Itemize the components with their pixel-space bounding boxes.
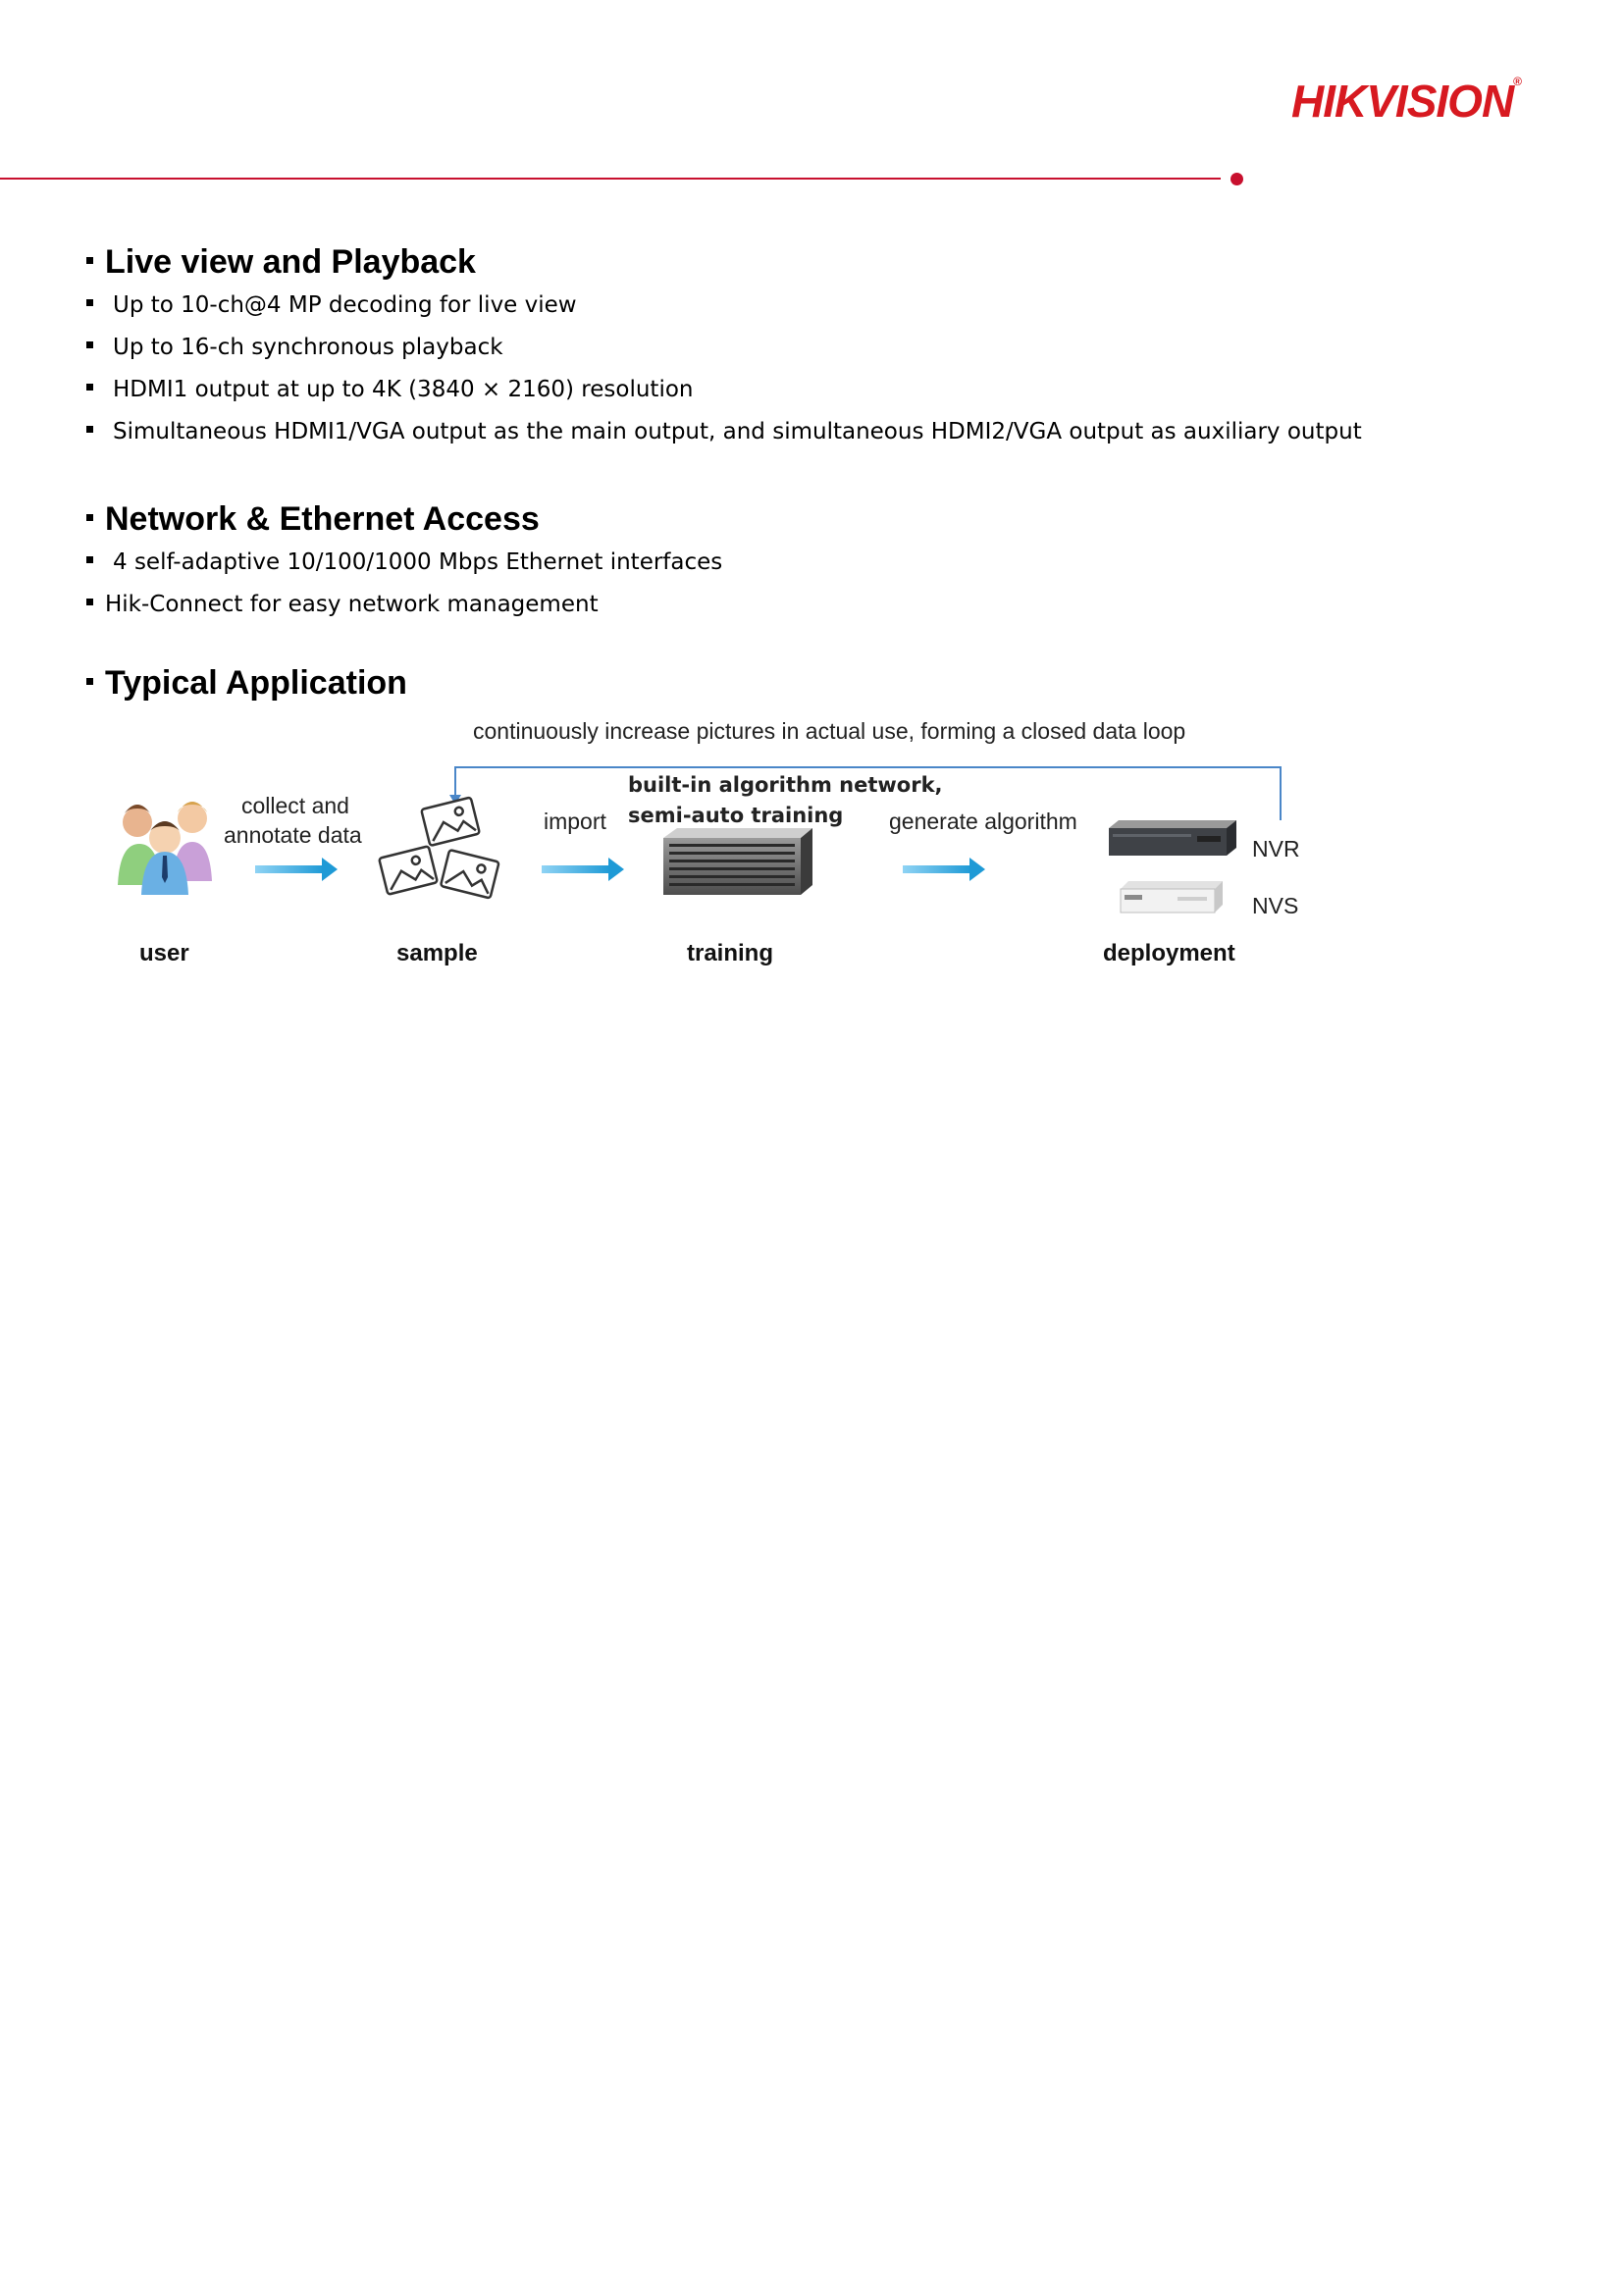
stage-sample: sample — [396, 940, 478, 966]
loop-label: continuously increase pictures in actual use, forming a closed data loop — [473, 718, 1186, 744]
section-title-network — [86, 500, 540, 539]
bullet-square-icon — [86, 299, 93, 306]
bullet-square-icon — [86, 599, 93, 605]
list-item-text: Simultaneous HDMI1/VGA output as the main output, and simultaneous HDMI2/VGA output as auxiliary output — [113, 419, 1362, 444]
collect-label-line1: collect and — [241, 793, 349, 818]
bullet-square-icon — [86, 514, 93, 521]
training-server-icon — [663, 828, 812, 895]
list-item — [86, 335, 503, 360]
section-title-text: Network & Ethernet Access — [105, 500, 540, 538]
section-title-typical-application — [86, 664, 407, 703]
collect-label-line2: annotate data — [224, 822, 362, 848]
training-label-line1: built-in algorithm network, — [628, 773, 943, 797]
arrow-collect — [255, 858, 338, 881]
list-item-text: Hik-Connect for easy network management — [105, 592, 599, 617]
list-item — [86, 549, 722, 575]
list-item-text: Up to 10-ch@4 MP decoding for live view — [113, 292, 577, 318]
sample-images-icon — [379, 798, 498, 899]
header-rule — [0, 178, 1221, 180]
bullet-square-icon — [86, 426, 93, 433]
stage-deployment: deployment — [1103, 940, 1235, 966]
section-title-text: Live view and Playback — [105, 243, 476, 281]
stage-user: user — [139, 940, 189, 966]
logo-text-vision: VISION — [1366, 76, 1514, 127]
nvs-device-icon — [1121, 881, 1223, 913]
user-group-icon — [118, 802, 212, 895]
section-title-text: Typical Application — [105, 664, 407, 702]
hikvision-logo — [1291, 75, 1521, 128]
training-label-line2: semi-auto training — [628, 804, 844, 827]
import-label: import — [544, 809, 606, 834]
arrow-import — [542, 858, 624, 881]
arrow-generate — [903, 858, 985, 881]
nvr-label: NVR — [1252, 836, 1300, 861]
list-item — [86, 292, 577, 318]
list-item-text: Up to 16-ch synchronous playback — [113, 335, 503, 360]
generate-label: generate algorithm — [889, 809, 1077, 834]
nvr-device-icon — [1109, 820, 1236, 856]
bullet-square-icon — [86, 556, 93, 563]
bullet-square-icon — [86, 678, 93, 685]
typical-application-diagram — [98, 708, 1335, 983]
nvs-label: NVS — [1252, 893, 1299, 918]
list-item — [86, 419, 1362, 444]
list-item-text: HDMI1 output at up to 4K (3840 × 2160) resolution — [113, 377, 694, 402]
bullet-square-icon — [86, 384, 93, 391]
logo-text-hik: HIK — [1291, 76, 1367, 127]
section-title-live-view — [86, 243, 476, 282]
header-rule-dot — [1230, 173, 1243, 185]
list-item-text: 4 self-adaptive 10/100/1000 Mbps Ethernet interfaces — [113, 549, 723, 575]
list-item — [86, 377, 694, 402]
bullet-square-icon — [86, 341, 93, 348]
stage-training: training — [687, 940, 773, 966]
logo-registered-mark: ® — [1513, 75, 1522, 88]
list-item — [86, 592, 599, 617]
bullet-square-icon — [86, 257, 93, 264]
